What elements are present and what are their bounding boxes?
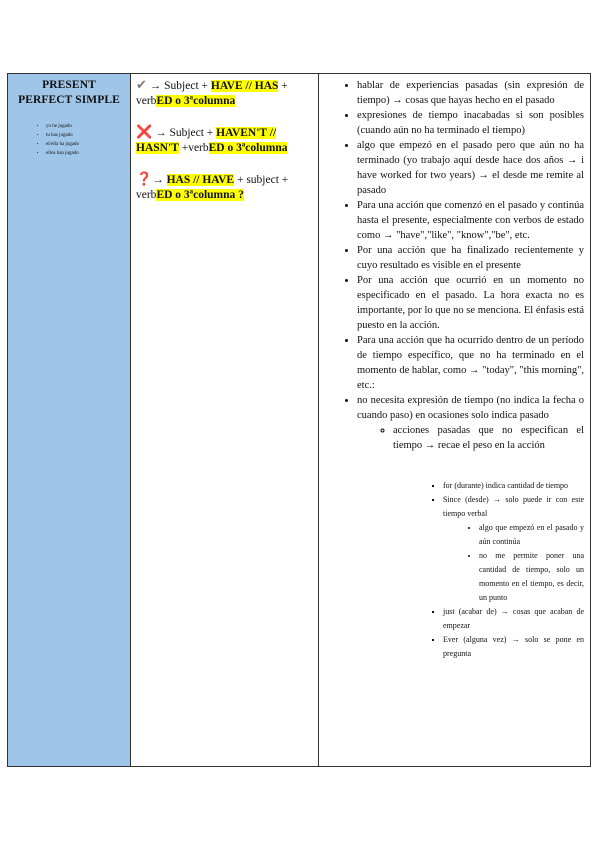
- since-detail: • algo que empezó en el pasado y aún continúa: [479, 521, 584, 549]
- use-item-text: no necesita expresión de tiempo (no indica la fecha o cuando paso) en ocasiones solo indica pasado: [357, 395, 584, 421]
- question-mark-icon: ❓: [136, 171, 153, 186]
- tense-name-column: [8, 74, 131, 766]
- question-auxiliary: HAS // HAVE: [166, 174, 235, 186]
- since-detail: • no me permite poner una cantidad de tiempo, solo un momento en el tiempo, es decir, un punto: [479, 549, 584, 605]
- structure-column: [131, 74, 319, 766]
- conjugation-list: [8, 122, 130, 158]
- question-structure: [136, 171, 313, 203]
- cross-icon: ❌: [136, 124, 153, 139]
- affirmative-participle: ED o 3ªcolumna: [156, 95, 236, 107]
- use-item: • Por una acción que ocurrió en un momento no especificado en el pasado. La hora exacta no es importante, por lo que no se menciona. El énfasis está puesto en la acción.: [357, 273, 584, 333]
- negative-pre: → Subject +: [152, 127, 217, 139]
- conjugation-item: • ellos han jugado: [46, 149, 130, 158]
- note-ever: ▪ Ever (alguna vez) → solo se pone en pregunta: [443, 633, 584, 661]
- use-item: • Por una acción que ha finalizado recientemente y cuyo resultado es visible en el presente: [357, 243, 584, 273]
- use-item: [357, 393, 584, 661]
- conjugation-item: • tu has jugado: [46, 131, 130, 140]
- affirmative-mid: + verb: [136, 80, 288, 107]
- use-item: • Para una acción que comenzó en el pasado y continúa hasta el presente, especialmente con verbos de estado como → "have","like", "know","be", etc.: [357, 198, 584, 243]
- note-since-text: Since (desde) → solo puede ir con este tiempo verbal: [443, 495, 584, 518]
- negative-structure: [136, 124, 313, 156]
- use-item: • Para una acción que ha ocurrido dentro de un período de tiempo específico, que no ha terminado en el momento de hablar, como → "today", "this morning", etc.:: [357, 333, 584, 393]
- tense-title-line2: PERFECT SIMPLE: [18, 94, 120, 106]
- negative-participle: ED o 3ªcolumna: [208, 142, 288, 154]
- use-item: • algo que empezó en el pasado pero que aún no ha terminado (yo trabajo aquí desde hace dos años → i have worked for two years) → el desde me remite al pasado: [357, 138, 584, 198]
- note-just: ▪ just (acabar de) → cosas que acaban de empezar: [443, 605, 584, 633]
- conjugation-item: • el/ella ha jugado: [46, 140, 130, 149]
- check-icon: ✔: [136, 77, 147, 92]
- conjugation-item: • yo he jugado: [46, 122, 130, 131]
- affirmative-pre: → Subject +: [146, 80, 211, 92]
- uses-column: [319, 74, 590, 766]
- affirmative-auxiliary: HAVE // HAS: [210, 80, 279, 92]
- uses-list: [319, 78, 584, 661]
- sub-use-text: acciones pasadas que no especifican el tiempo → recae el peso en la acción: [393, 425, 584, 451]
- tense-title: [8, 78, 130, 108]
- negative-mid: +verb: [178, 142, 209, 154]
- sub-use-list: [357, 423, 584, 661]
- use-item: • hablar de experiencias pasadas (sin expresión de tiempo) → cosas que hayas hecho en el pasado: [357, 78, 584, 108]
- time-expressions-list: [393, 479, 584, 661]
- affirmative-structure: [136, 77, 313, 109]
- negative-auxiliary: HAVEN'T // HASN'T: [136, 127, 277, 154]
- note-since: [443, 493, 584, 605]
- note-for: ▪ for (durante) indica cantidad de tiempo: [443, 479, 584, 493]
- tense-title-line1: PRESENT: [42, 79, 96, 91]
- use-item: • expresiones de tiempo inacabadas si son posibles (cuando aún no ha terminado el tiempo): [357, 108, 584, 138]
- sub-use-item: [393, 423, 584, 661]
- question-participle: ED o 3ªcolumna ?: [156, 189, 244, 201]
- question-pre: →: [152, 174, 167, 186]
- grammar-table: [7, 73, 591, 767]
- since-details-list: [443, 521, 584, 605]
- question-mid: + subject + verb: [136, 174, 289, 201]
